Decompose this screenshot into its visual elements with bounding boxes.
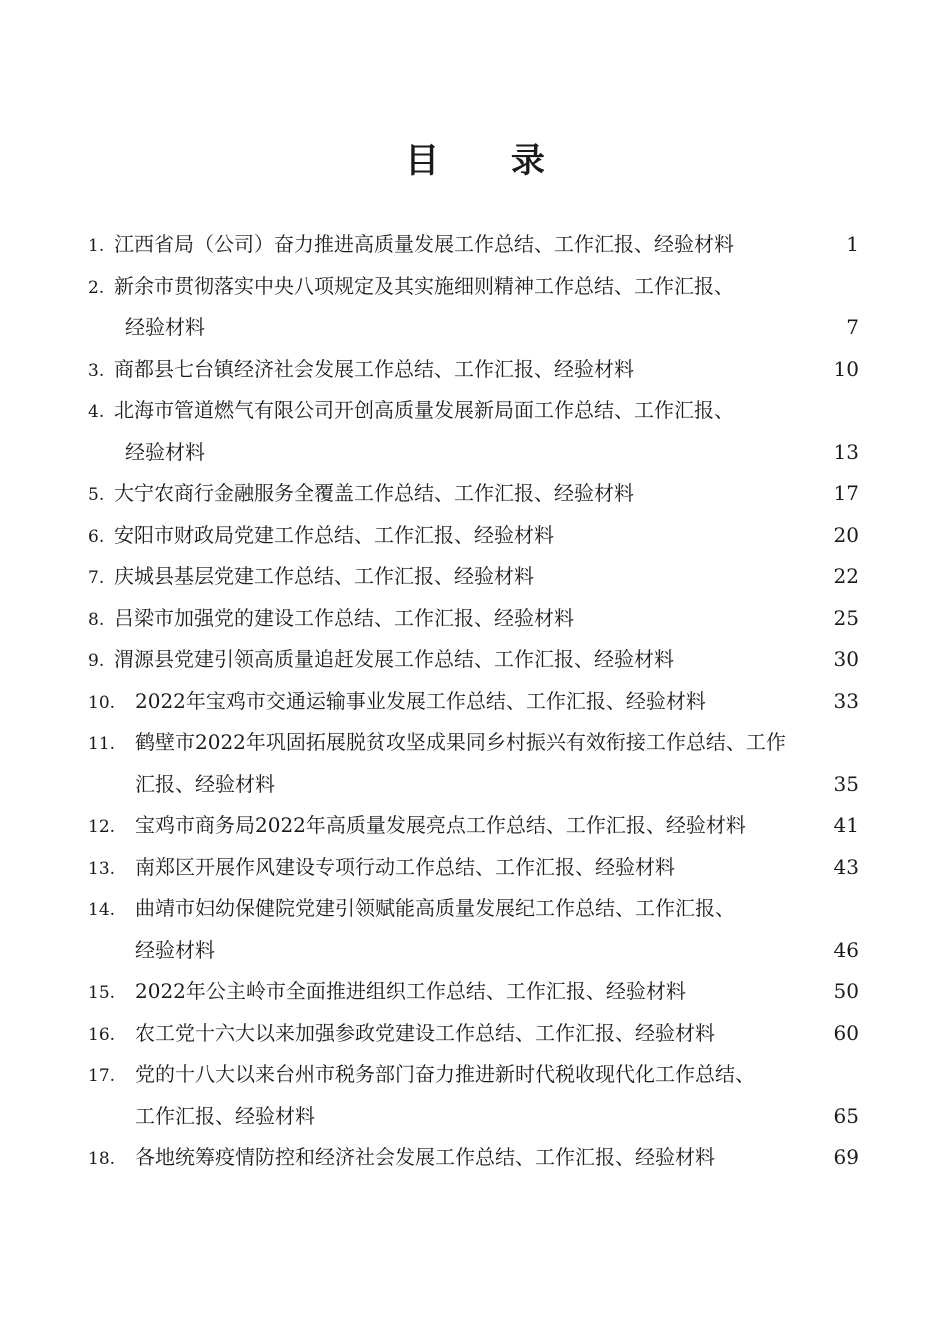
toc-entry[interactable] [88, 266, 863, 349]
toc-entry-line [88, 598, 863, 640]
toc-entry[interactable] [88, 556, 863, 598]
toc-entry-page-number: 25 [833, 605, 859, 630]
toc-entry-number: 17. [88, 1066, 116, 1086]
toc-entry-page-number: 41 [833, 813, 859, 837]
toc-entry-number: 12. [88, 817, 116, 837]
toc-entry-title: 2022年公主岭市全面推进组织工作总结、工作汇报、经验材料 [135, 979, 686, 1003]
toc-entry-title: 北海市管道燃气有限公司开创高质量发展新局面工作总结、工作汇报、 [114, 398, 734, 422]
toc-entry-title: 吕梁市加强党的建设工作总结、工作汇报、经验材料 [114, 605, 574, 630]
toc-entry-page-number: 10 [833, 356, 859, 381]
toc-entry-title: 庆城县基层党建工作总结、工作汇报、经验材料 [114, 564, 534, 588]
toc-entry-page-number: 7 [846, 315, 859, 339]
toc-entry-number: 14. [88, 900, 116, 920]
toc-entry-number: 15. [88, 983, 116, 1003]
toc-entry-line [88, 639, 863, 681]
toc-entry-page-number: 46 [833, 937, 859, 962]
toc-entry-line [88, 847, 863, 889]
toc-entry-page-number: 1 [846, 232, 859, 256]
toc-entry[interactable] [88, 390, 863, 473]
toc-entry-page-number: 22 [833, 564, 859, 588]
toc-entry-title: 汇报、经验材料 [135, 771, 275, 796]
toc-entry-line [88, 349, 863, 391]
toc-entry-page-number: 13 [833, 439, 859, 464]
toc-entry[interactable] [88, 971, 863, 1013]
toc-entry-continuation [88, 307, 863, 349]
toc-entry-number: 18. [88, 1149, 116, 1169]
toc-entry[interactable] [88, 515, 863, 557]
toc-entry-page-number: 17 [833, 481, 859, 505]
toc-entry-title: 商都县七台镇经济社会发展工作总结、工作汇报、经验材料 [114, 356, 634, 381]
toc-entry-line [88, 888, 863, 930]
toc-entry-line [88, 390, 863, 432]
toc-entry-number: 4. [88, 402, 105, 422]
toc-entry-page-number: 69 [833, 1145, 859, 1169]
toc-entry[interactable] [88, 473, 863, 515]
toc-entry-number: 3. [88, 360, 105, 381]
toc-entry-line [88, 515, 863, 557]
toc-entry-page-number: 20 [833, 522, 859, 547]
toc-entry-title: 党的十八大以来台州市税务部门奋力推进新时代税收现代化工作总结、 [135, 1062, 755, 1086]
toc-entry-line [88, 1054, 863, 1096]
toc-entry-line [88, 1013, 863, 1055]
toc-entry[interactable] [88, 639, 863, 681]
toc-entry-continuation [88, 930, 863, 972]
toc-entry-title: 鹤壁市2022年巩固拓展脱贫攻坚成果同乡村振兴有效衔接工作总结、工作 [135, 730, 786, 754]
page-title: 目 录 [405, 141, 575, 181]
toc-entry[interactable] [88, 349, 863, 391]
toc-entry-number: 16. [88, 1024, 116, 1045]
toc-entry-title: 曲靖市妇幼保健院党建引领赋能高质量发展纪工作总结、工作汇报、 [135, 896, 735, 920]
toc-entry-line [88, 722, 863, 764]
toc-entry-number: 13. [88, 858, 116, 879]
toc-entry-number: 2. [88, 277, 105, 298]
toc-entry-number: 10. [88, 692, 116, 713]
toc-entry-title: 渭源县党建引领高质量追赶发展工作总结、工作汇报、经验材料 [114, 647, 674, 671]
toc-entry-number: 8. [88, 609, 105, 630]
toc-entry[interactable] [88, 1137, 863, 1179]
toc-entry-page-number: 65 [833, 1103, 859, 1128]
toc-entry-number: 5. [88, 485, 105, 505]
toc-entry-number: 7. [88, 568, 105, 588]
toc-entry-line [88, 971, 863, 1013]
toc-entry[interactable] [88, 1054, 863, 1137]
toc-entry[interactable] [88, 681, 863, 723]
toc-entry-line [88, 556, 863, 598]
toc-entry-title: 新余市贯彻落实中央八项规定及其实施细则精神工作总结、工作汇报、 [114, 273, 734, 298]
toc-entry-title: 经验材料 [135, 937, 215, 962]
toc-entry-page-number: 35 [833, 771, 859, 796]
toc-entry[interactable] [88, 805, 863, 847]
toc-entry[interactable] [88, 224, 863, 266]
toc-entry-title: 经验材料 [125, 439, 205, 464]
toc-entry[interactable] [88, 1013, 863, 1055]
toc-entry-title: 宝鸡市商务局2022年高质量发展亮点工作总结、工作汇报、经验材料 [135, 813, 746, 837]
toc-entry-page-number: 60 [833, 1020, 859, 1045]
toc-entry-number: 9. [88, 651, 105, 671]
toc-entry-line [88, 266, 863, 308]
toc-entry[interactable] [88, 722, 863, 805]
toc-entry-title: 农工党十六大以来加强参政党建设工作总结、工作汇报、经验材料 [135, 1020, 715, 1045]
toc-entry-number: 11. [88, 734, 116, 754]
toc-entry-title: 各地统筹疫情防控和经济社会发展工作总结、工作汇报、经验材料 [135, 1145, 715, 1169]
toc-entry-number: 1. [88, 236, 105, 256]
toc-entry-continuation [88, 432, 863, 474]
toc-entry-title: 大宁农商行金融服务全覆盖工作总结、工作汇报、经验材料 [114, 481, 634, 505]
toc-entry-line [88, 224, 863, 266]
toc-entry-line [88, 681, 863, 723]
toc-entry-number: 6. [88, 526, 105, 547]
toc-entry-line [88, 1137, 863, 1179]
toc-entry[interactable] [88, 598, 863, 640]
toc-entry-title: 工作汇报、经验材料 [135, 1103, 315, 1128]
toc-entry-title: 南郑区开展作风建设专项行动工作总结、工作汇报、经验材料 [135, 854, 675, 879]
toc-entry-line [88, 473, 863, 515]
toc-entry[interactable] [88, 847, 863, 889]
toc-entry-continuation [88, 764, 863, 806]
toc-entry-page-number: 43 [833, 854, 859, 879]
toc-entry-title: 江西省局（公司）奋力推进高质量发展工作总结、工作汇报、经验材料 [114, 232, 734, 256]
toc-entry-page-number: 33 [833, 688, 859, 713]
toc-entry-title: 2022年宝鸡市交通运输事业发展工作总结、工作汇报、经验材料 [135, 688, 706, 713]
toc-entry-page-number: 30 [833, 647, 859, 671]
toc-entry-title: 经验材料 [125, 315, 205, 339]
toc-entry-line [88, 805, 863, 847]
table-of-contents [88, 224, 863, 1179]
toc-entry-page-number: 50 [833, 979, 859, 1003]
toc-entry-continuation [88, 1096, 863, 1138]
toc-entry-title: 安阳市财政局党建工作总结、工作汇报、经验材料 [114, 522, 554, 547]
toc-entry[interactable] [88, 888, 863, 971]
